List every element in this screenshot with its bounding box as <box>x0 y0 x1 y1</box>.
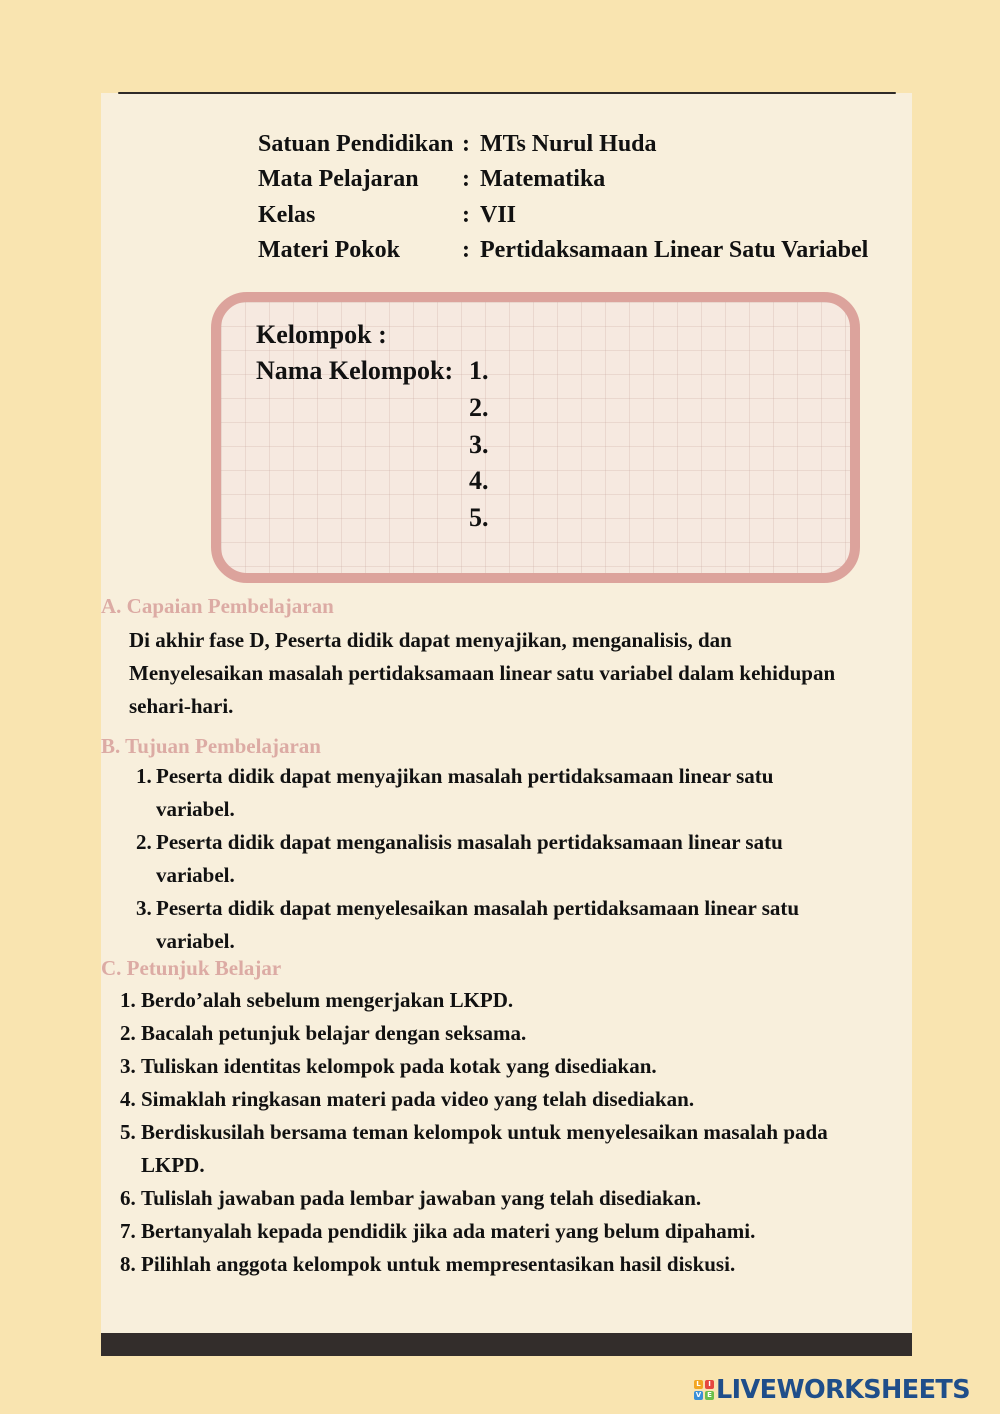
group-member-number: 1. <box>469 356 489 385</box>
logo-tile: E <box>705 1391 714 1400</box>
identity-separator: : <box>462 236 470 263</box>
identity-value: Pertidaksamaan Linear Satu Variabel <box>480 236 869 263</box>
identity-label: Materi Pokok <box>258 236 400 263</box>
list-item <box>120 1116 900 1182</box>
list-item-number: 2. <box>120 1021 136 1045</box>
identity-separator: : <box>462 166 470 193</box>
list-item <box>120 1083 900 1116</box>
list-item <box>120 1182 900 1215</box>
liveworksheets-brand[interactable] <box>694 1374 970 1406</box>
list-item <box>120 1248 900 1281</box>
list-item-number: 5. <box>120 1120 136 1144</box>
list-item <box>120 1215 900 1248</box>
identity-value: Matematika <box>480 166 606 193</box>
top-rule <box>118 92 896 94</box>
list-item-number: 1. <box>136 764 152 788</box>
footer-bar <box>101 1333 912 1356</box>
capaian-line: Di akhir fase D, Peserta didik dapat menyajikan, menganalisis, dan <box>129 628 732 652</box>
list-item <box>120 1017 900 1050</box>
group-member-list <box>469 354 489 538</box>
capaian-line: sehari-hari. <box>129 694 234 718</box>
list-item-number: 4. <box>120 1087 136 1111</box>
liveworksheets-logo-icon <box>694 1380 714 1400</box>
identity-value: VII <box>480 201 517 228</box>
list-item-text: Berdo’alah sebelum mengerjakan LKPD. <box>141 988 514 1012</box>
list-item-text: variabel. <box>156 863 235 887</box>
identity-separator: : <box>462 131 470 157</box>
identity-label: Satuan Pendidikan <box>258 131 454 157</box>
list-item-text: Tulislah jawaban pada lembar jawaban yang telah disediakan. <box>141 1186 702 1210</box>
group-member-number: 2. <box>469 392 489 422</box>
identity-label: Mata Pelajaran <box>258 166 419 193</box>
list-item-text: Bacalah petunjuk belajar dengan seksama. <box>141 1021 527 1045</box>
list-item-text: Peserta didik dapat menyelesaikan masalah pertidaksamaan linear satu <box>156 896 800 920</box>
identity-label: Kelas <box>258 201 316 228</box>
list-item-number: 1. <box>120 988 136 1012</box>
list-item-text: Peserta didik dapat menganalisis masalah pertidaksamaan linear satu <box>156 830 783 854</box>
group-member-number: 3. <box>469 429 489 459</box>
capaian-line: Menyelesaikan masalah pertidaksamaan linear satu variabel dalam kehidupan <box>129 661 836 685</box>
tujuan-list <box>136 760 896 958</box>
section-heading-tujuan: B. Tujuan Pembelajaran <box>101 734 321 758</box>
petunjuk-list <box>120 984 900 1281</box>
list-item-number: 6. <box>120 1186 136 1210</box>
logo-tile: V <box>695 1391 702 1399</box>
list-item <box>136 760 896 826</box>
list-item-number: 2. <box>136 830 152 854</box>
capaian-paragraph <box>129 624 899 723</box>
identity-value: MTs Nurul Huda <box>480 131 657 157</box>
list-item-text: Bertanyalah kepada pendidik jika ada materi yang belum dipahami. <box>141 1219 756 1243</box>
section-heading-capaian: A. Capaian Pembelajaran <box>101 594 334 618</box>
group-member-number: 4. <box>469 466 489 496</box>
list-item <box>136 826 896 892</box>
identity-separator: : <box>462 201 470 228</box>
list-item-text: variabel. <box>156 797 235 821</box>
list-item-number: 8. <box>120 1252 136 1276</box>
list-item-text: LKPD. <box>141 1153 205 1177</box>
list-item-text: Tuliskan identitas kelompok pada kotak yang disediakan. <box>141 1054 657 1078</box>
list-item <box>120 984 900 1017</box>
group-title: Kelompok : <box>256 320 387 349</box>
list-item-text: Simaklah ringkasan materi pada video yang telah disediakan. <box>141 1087 695 1111</box>
list-item <box>120 1050 900 1083</box>
list-item-number: 7. <box>120 1219 136 1243</box>
list-item-text: Berdiskusilah bersama teman kelompok untuk menyelesaikan masalah pada <box>141 1120 828 1144</box>
list-item-text: Pilihlah anggota kelompok untuk mempresentasikan hasil diskusi. <box>141 1252 736 1276</box>
brand-name: LIVEWORKSHEETS <box>716 1375 970 1405</box>
logo-tile: L <box>694 1380 703 1389</box>
list-item <box>136 892 896 958</box>
list-item-text: variabel. <box>156 929 235 953</box>
logo-tile: I <box>705 1380 714 1389</box>
list-item-text: Peserta didik dapat menyajikan masalah pertidaksamaan linear satu <box>156 764 774 788</box>
group-member-number: 5. <box>469 503 489 533</box>
group-members-label: Nama Kelompok: <box>256 356 454 385</box>
list-item-number: 3. <box>136 896 152 920</box>
list-item-number: 3. <box>120 1054 136 1078</box>
section-heading-petunjuk: C. Petunjuk Belajar <box>101 956 282 980</box>
